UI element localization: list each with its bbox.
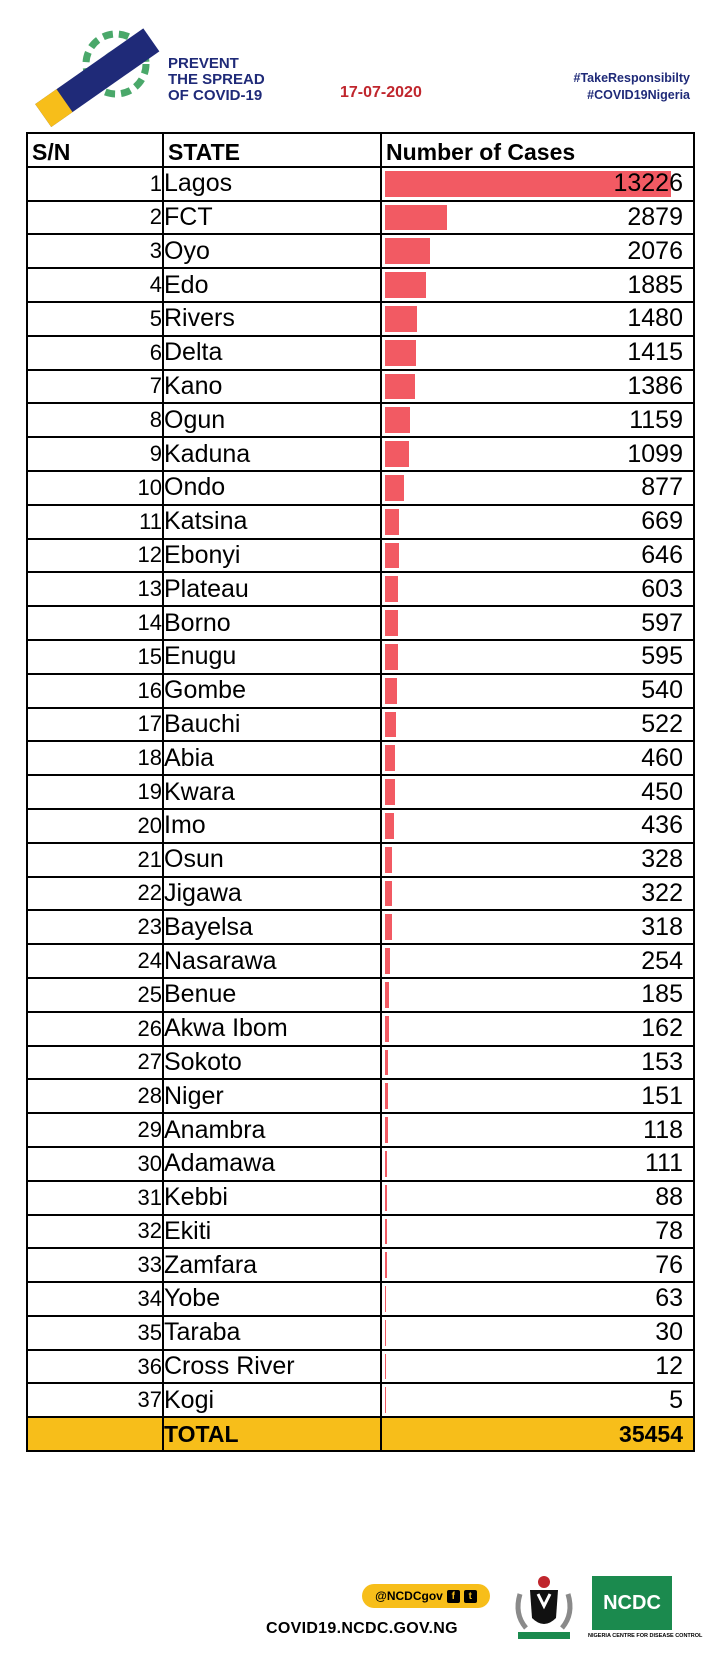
row-state: Benue [163, 978, 381, 1012]
table-row [27, 403, 694, 437]
row-sn: 21 [27, 843, 163, 877]
row-sn: 35 [27, 1316, 163, 1350]
row-cases-value: 111 [644, 1149, 683, 1178]
row-sn: 2 [27, 201, 163, 235]
row-state: Kano [163, 370, 381, 404]
row-sn: 3 [27, 234, 163, 268]
case-bar [385, 340, 416, 366]
row-state: Osun [163, 843, 381, 877]
case-bar [385, 543, 399, 569]
row-cases-value: 88 [655, 1183, 683, 1212]
row-cases-cell [381, 539, 694, 573]
row-state: Edo [163, 268, 381, 302]
table-row [27, 1181, 694, 1215]
case-bar [385, 374, 415, 400]
row-sn: 10 [27, 471, 163, 505]
table-row [27, 471, 694, 505]
row-state: Kwara [163, 775, 381, 809]
table-row [27, 1046, 694, 1080]
row-cases-cell [381, 302, 694, 336]
case-bar [385, 441, 409, 467]
row-cases-value: 1099 [627, 439, 683, 468]
row-state: Oyo [163, 234, 381, 268]
case-bar [385, 306, 417, 332]
case-bar [385, 1219, 387, 1245]
row-cases-value: 151 [641, 1081, 683, 1110]
row-sn: 19 [27, 775, 163, 809]
table-row [27, 674, 694, 708]
table-row [27, 640, 694, 674]
row-sn: 15 [27, 640, 163, 674]
row-cases-cell [381, 1046, 694, 1080]
report-date: 17-07-2020 [340, 84, 422, 101]
table-row [27, 1383, 694, 1417]
header [0, 0, 720, 130]
row-cases-cell [381, 809, 694, 843]
row-cases-cell [381, 606, 694, 640]
table-row [27, 201, 694, 235]
row-cases-value: 1480 [627, 304, 683, 333]
row-sn: 34 [27, 1282, 163, 1316]
total-cases-cell [381, 1417, 694, 1451]
column-header-cases: Number of Cases [381, 133, 694, 167]
table-row [27, 741, 694, 775]
row-cases-cell [381, 1181, 694, 1215]
row-state: Kaduna [163, 437, 381, 471]
row-sn: 26 [27, 1012, 163, 1046]
row-cases-cell [381, 1350, 694, 1384]
row-sn: 28 [27, 1079, 163, 1113]
row-state: Taraba [163, 1316, 381, 1350]
case-bar [385, 1016, 389, 1042]
table-row [27, 877, 694, 911]
row-cases-value: 522 [641, 709, 683, 738]
table-row [27, 370, 694, 404]
row-cases-cell [381, 572, 694, 606]
case-bar [385, 745, 395, 771]
facebook-icon[interactable]: f [447, 1590, 460, 1603]
social-handle-badge[interactable] [362, 1584, 490, 1608]
row-sn: 8 [27, 403, 163, 437]
row-sn: 31 [27, 1181, 163, 1215]
row-cases-value: 328 [641, 845, 683, 874]
ncdc-logo [588, 1576, 703, 1646]
row-state: FCT [163, 201, 381, 235]
table-row [27, 437, 694, 471]
row-sn: 1 [27, 167, 163, 201]
row-state: Delta [163, 336, 381, 370]
row-cases-value: 5 [669, 1385, 683, 1414]
table-row [27, 539, 694, 573]
table-row [27, 572, 694, 606]
row-cases-cell [381, 234, 694, 268]
table-row [27, 234, 694, 268]
row-sn: 7 [27, 370, 163, 404]
row-state: Kebbi [163, 1181, 381, 1215]
row-sn: 5 [27, 302, 163, 336]
row-cases-cell [381, 268, 694, 302]
row-sn: 17 [27, 708, 163, 742]
row-cases-cell [381, 1316, 694, 1350]
row-cases-cell [381, 640, 694, 674]
row-sn: 36 [27, 1350, 163, 1384]
row-cases-value: 540 [641, 676, 683, 705]
row-cases-value: 162 [641, 1014, 683, 1043]
row-cases-cell [381, 674, 694, 708]
row-sn: 6 [27, 336, 163, 370]
row-cases-value: 185 [641, 980, 683, 1009]
row-sn: 13 [27, 572, 163, 606]
table-row [27, 1248, 694, 1282]
hashtags [574, 70, 690, 104]
row-cases-cell [381, 944, 694, 978]
table-row [27, 809, 694, 843]
table-row [27, 1350, 694, 1384]
row-state: Nasarawa [163, 944, 381, 978]
table-row [27, 1316, 694, 1350]
table-row [27, 1282, 694, 1316]
row-cases-value: 322 [641, 878, 683, 907]
row-sn: 27 [27, 1046, 163, 1080]
row-state: Kogi [163, 1383, 381, 1417]
table-row [27, 1079, 694, 1113]
case-bar [385, 407, 410, 433]
table-row [27, 1147, 694, 1181]
row-cases-cell [381, 1248, 694, 1282]
website-link[interactable]: COVID19.NCDC.GOV.NG [266, 1620, 458, 1637]
table-row [27, 302, 694, 336]
row-cases-value: 669 [641, 507, 683, 536]
coat-of-arms-icon [510, 1574, 578, 1646]
case-bar [385, 1083, 388, 1109]
case-bar [385, 1354, 386, 1380]
row-state: Anambra [163, 1113, 381, 1147]
table-row [27, 843, 694, 877]
row-sn: 32 [27, 1215, 163, 1249]
row-cases-cell [381, 978, 694, 1012]
table-row [27, 910, 694, 944]
row-state: Akwa Ibom [163, 1012, 381, 1046]
row-cases-value: 13226 [613, 169, 683, 198]
total-label: TOTAL [163, 1417, 381, 1451]
row-cases-value: 603 [641, 574, 683, 603]
row-state: Ogun [163, 403, 381, 437]
row-cases-value: 597 [641, 608, 683, 637]
row-state: Niger [163, 1079, 381, 1113]
row-cases-cell [381, 708, 694, 742]
row-cases-value: 153 [641, 1047, 683, 1076]
row-cases-cell [381, 741, 694, 775]
row-state: Abia [163, 741, 381, 775]
row-state: Lagos [163, 167, 381, 201]
case-bar [385, 813, 394, 839]
row-state: Adamawa [163, 1147, 381, 1181]
table-row [27, 1113, 694, 1147]
row-cases-value: 12 [655, 1352, 683, 1381]
ncdc-full-name: NIGERIA CENTRE FOR DISEASE CONTROL [588, 1633, 703, 1639]
table-row [27, 505, 694, 539]
table-row [27, 606, 694, 640]
row-sn: 25 [27, 978, 163, 1012]
table-row [27, 978, 694, 1012]
row-cases-cell [381, 370, 694, 404]
row-cases-value: 118 [643, 1115, 683, 1144]
row-cases-value: 1159 [629, 405, 683, 434]
cases-table [26, 132, 695, 1452]
case-bar [385, 881, 392, 907]
row-sn: 23 [27, 910, 163, 944]
row-cases-value: 450 [641, 777, 683, 806]
row-sn: 20 [27, 809, 163, 843]
row-cases-value: 76 [655, 1250, 683, 1279]
row-state: Zamfara [163, 1248, 381, 1282]
row-state: Imo [163, 809, 381, 843]
social-handle: @NCDCgov [375, 1589, 443, 1603]
row-cases-value: 646 [641, 540, 683, 569]
row-cases-cell [381, 1012, 694, 1046]
table-row [27, 775, 694, 809]
row-state: Bayelsa [163, 910, 381, 944]
column-header-sn: S/N [27, 133, 163, 167]
row-cases-cell [381, 1147, 694, 1181]
row-sn: 14 [27, 606, 163, 640]
row-state: Ebonyi [163, 539, 381, 573]
case-bar [385, 1387, 386, 1413]
row-state: Katsina [163, 505, 381, 539]
case-bar [385, 948, 390, 974]
row-sn: 18 [27, 741, 163, 775]
row-cases-value: 63 [655, 1284, 683, 1313]
case-bar [385, 272, 426, 298]
row-state: Borno [163, 606, 381, 640]
table-row [27, 944, 694, 978]
row-state: Plateau [163, 572, 381, 606]
row-state: Rivers [163, 302, 381, 336]
row-cases-cell [381, 1215, 694, 1249]
case-bar [385, 678, 397, 704]
row-sn: 16 [27, 674, 163, 708]
row-sn: 11 [27, 505, 163, 539]
row-cases-cell [381, 437, 694, 471]
row-sn: 22 [27, 877, 163, 911]
case-bar [385, 1252, 387, 1278]
row-cases-cell [381, 505, 694, 539]
row-cases-cell [381, 910, 694, 944]
table-body [27, 167, 694, 1417]
table-row [27, 268, 694, 302]
row-cases-cell [381, 471, 694, 505]
row-sn: 33 [27, 1248, 163, 1282]
row-cases-cell [381, 403, 694, 437]
row-sn: 4 [27, 268, 163, 302]
row-cases-value: 1386 [627, 371, 683, 400]
row-sn: 12 [27, 539, 163, 573]
ncdc-logo-text: NCDC [592, 1576, 672, 1630]
table-row [27, 1215, 694, 1249]
row-state: Ekiti [163, 1215, 381, 1249]
row-cases-cell [381, 1079, 694, 1113]
row-sn: 24 [27, 944, 163, 978]
table-row [27, 1012, 694, 1046]
row-cases-value: 2076 [627, 236, 683, 265]
hashtag: #TakeResponsibilty [573, 71, 690, 85]
row-cases-value: 254 [641, 946, 683, 975]
logo-line: PREVENT [168, 55, 239, 72]
row-state: Gombe [163, 674, 381, 708]
row-cases-cell [381, 1113, 694, 1147]
row-cases-value: 436 [641, 811, 683, 840]
row-cases-value: 1885 [627, 270, 683, 299]
case-bar [385, 847, 392, 873]
hashtag: #COVID19Nigeria [587, 88, 690, 102]
case-bar [385, 610, 398, 636]
row-cases-value: 1415 [627, 338, 683, 367]
case-bar [385, 914, 392, 940]
case-bar [385, 1151, 387, 1177]
prevent-spread-heading [168, 56, 265, 104]
row-state: Ondo [163, 471, 381, 505]
total-value: 35454 [619, 1420, 683, 1447]
row-state: Cross River [163, 1350, 381, 1384]
row-state: Sokoto [163, 1046, 381, 1080]
row-cases-value: 318 [641, 912, 683, 941]
row-state: Bauchi [163, 708, 381, 742]
case-bar [385, 238, 430, 264]
row-cases-value: 877 [641, 473, 683, 502]
row-cases-cell [381, 1383, 694, 1417]
total-sn-cell [27, 1417, 163, 1451]
case-bar [385, 1185, 387, 1211]
case-bar [385, 1050, 388, 1076]
row-cases-value: 78 [655, 1216, 683, 1245]
row-sn: 9 [27, 437, 163, 471]
table-header-row [27, 133, 694, 167]
row-state: Enugu [163, 640, 381, 674]
table-row [27, 336, 694, 370]
row-state: Jigawa [163, 877, 381, 911]
row-cases-cell [381, 1282, 694, 1316]
case-bar [385, 509, 399, 535]
row-state: Yobe [163, 1282, 381, 1316]
case-bar [385, 1117, 388, 1143]
row-cases-value: 595 [641, 642, 683, 671]
table-row [27, 708, 694, 742]
case-bar [385, 576, 398, 602]
row-sn: 30 [27, 1147, 163, 1181]
row-sn: 37 [27, 1383, 163, 1417]
row-cases-cell [381, 201, 694, 235]
row-cases-cell [381, 877, 694, 911]
row-cases-value: 460 [641, 743, 683, 772]
row-cases-cell [381, 167, 694, 201]
case-bar [385, 982, 389, 1008]
total-row [27, 1417, 694, 1451]
table-row [27, 167, 694, 201]
case-bar [385, 712, 396, 738]
logo-line: OF COVID-19 [168, 87, 263, 104]
column-header-state: STATE [163, 133, 381, 167]
case-bar [385, 1286, 386, 1312]
case-bar [385, 205, 447, 231]
row-cases-value: 2879 [627, 202, 683, 231]
row-sn: 29 [27, 1113, 163, 1147]
logo-line: THE SPREAD [168, 71, 265, 88]
row-cases-cell [381, 336, 694, 370]
case-bar [385, 475, 404, 501]
footer [0, 1560, 720, 1662]
twitter-icon[interactable]: t [464, 1590, 477, 1603]
row-cases-cell [381, 843, 694, 877]
case-bar [385, 1320, 386, 1346]
row-cases-cell [381, 775, 694, 809]
case-bar [385, 644, 398, 670]
row-cases-value: 30 [655, 1318, 683, 1347]
case-bar [385, 779, 395, 805]
